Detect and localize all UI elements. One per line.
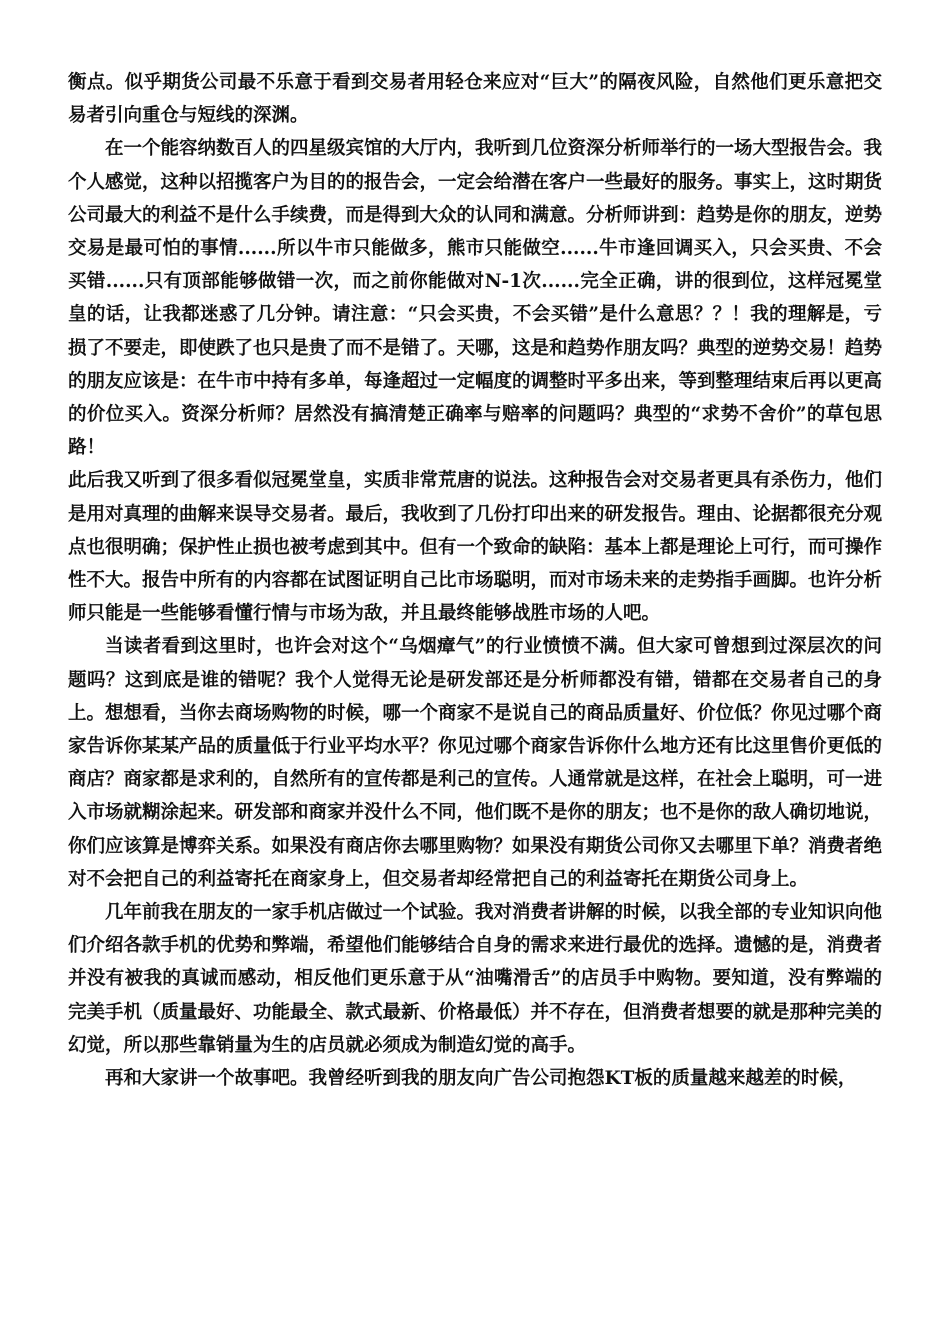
paragraph-4: 当读者看到这里时，也许会对这个“乌烟瘴气”的行业愤愤不满。但大家可曾想到过深层次的问题吗？这到底是谁的错呢？我个人觉得无论是研发部还是分析师都没有错，错都在交易者自己的身上。想想看，当你去商场购物的时候，哪一个商家不是说自己的商品质量好、价位低？你见过哪个商家告诉你某某产品的质量低于行业平均水平？你见过哪个商家告诉你什么地方还有比这里售价更低的商店？商家都是求利的，自然所有的宣传都是利己的宣传。人通常就是这样，在社会上聪明，可一进入市场就糊涂起来。研发部和商家并没什么不同，他们既不是你的朋友；也不是你的敌人确切地说，你们应该算是博弈关系。如果没有商店你去哪里购物？如果没有期货公司你又去哪里下单？消费者绝对不会把自己的利益寄托在商家身上，但交易者却经常把自己的利益寄托在期货公司身上。 bbox=[68, 636, 883, 890]
paragraph-2: 在一个能容纳数百人的四星级宾馆的大厅内，我听到几位资深分析师举行的一场大型报告会。我个人感觉，这种以招揽客户为目的的报告会，一定会给潜在客户一些最好的服务。事实上，这时期货公司最大的利益不是什么手续费，而是得到大众的认同和满意。分析师讲到：趋势是你的朋友，逆势交易是最可怕的事情......所以牛市只能做多，熊市只能做空......牛市逢回调买入，只会买贵、不会买错......只有顶部能够做错一次，而之前你能做对N-1次......完全正确，讲的很到位，这样冠冕堂皇的话，让我都迷惑了几分钟。请注意：“只会买贵，不会买错”是什么意思？？！我的理解是，亏损了不要走，即使跌了也只是贵了而不是错了。天哪，这是和趋势作朋友吗？典型的逆势交易！趋势的朋友应该是：在牛市中持有多单，每逢超过一定幅度的调整时平多出来，等到整理结束后再以更高的价位买入。资深分析师？居然没有搞清楚正确率与赔率的问题吗？典型的“求势不舍价”的草包思路！ bbox=[68, 138, 883, 459]
paragraph-1: 衡点。似乎期货公司最不乐意于看到交易者用轻仓来应对“巨大”的隔夜风险，自然他们更乐意把交易者引向重仓与短线的深渊。 bbox=[68, 72, 882, 127]
paragraph-5: 几年前我在朋友的一家手机店做过一个试验。我对消费者讲解的时候，以我全部的专业知识向他们介绍各款手机的优势和弊端，希望他们能够结合自身的需求来进行最优的选择。遗憾的是，消费者并没有被我的真诚而感动，相反他们更乐意于从“油嘴滑舌”的店员手中购物。要知道，没有弊端的完美手机（质量最好、功能最全、款式最新、价格最低）并不存在，但消费者想要的就是那种完美的幻觉，所以那些靠销量为生的店员就必须成为制造幻觉的高手。 bbox=[68, 902, 883, 1056]
paragraph-3: 此后我又听到了很多看似冠冕堂皇，实质非常荒唐的说法。这种报告会对交易者更具有杀伤力，他们是用对真理的曲解来误导交易者。最后，我收到了几份打印出来的研发报告。理由、论据都很充分观点也很明确；保护性止损也被考虑到其中。但有一个致命的缺陷：基本上都是理论上可行，而可操作性不大。报告中所有的内容都在试图证明自己比市场聪明，而对市场未来的走势指手画脚。也许分析师只能是一些能够看懂行情与市场为敌，并且最终能够战胜市场的人吧。 bbox=[68, 470, 883, 625]
paragraph-6: 再和大家讲一个故事吧。我曾经听到我的朋友向广告公司抱怨KT板的质量越来越差的时候， bbox=[105, 1068, 857, 1090]
